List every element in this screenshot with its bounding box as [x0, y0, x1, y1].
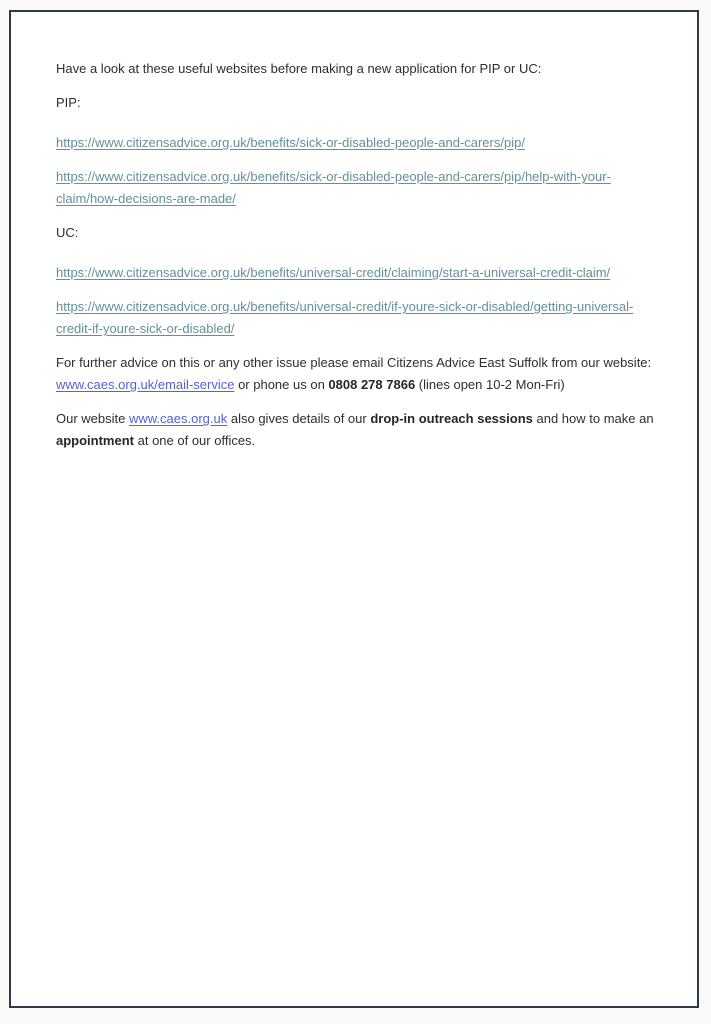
- uc-start-claim-link[interactable]: https://www.citizensadvice.org.uk/benefits/universal-credit/claiming/start-a-universal-credit-claim/: [56, 265, 611, 280]
- uc-heading: UC:: [56, 225, 79, 240]
- website-text-before: Our website: [56, 411, 129, 426]
- uc-sick-disabled-link[interactable]: https://www.citizensadvice.org.uk/benefits/universal-credit/if-youre-sick-or-disabled/getting-universal-credit-if-youre-sick-or-disabled/: [56, 299, 634, 336]
- dropin-sessions-bold: drop-in outreach sessions: [370, 411, 533, 426]
- advice-text-between: or phone us on: [234, 377, 329, 392]
- phone-number: 0808 278 7866: [328, 377, 416, 392]
- intro-paragraph: Have a look at these useful websites before making a new application for PIP or UC:: [56, 61, 542, 76]
- uc-link-paragraph-2: [56, 296, 654, 340]
- advice-paragraph: [56, 352, 654, 396]
- email-service-link[interactable]: www.caes.org.uk/email-service: [56, 377, 235, 392]
- appointment-bold: appointment: [56, 433, 134, 448]
- caes-website-link[interactable]: www.caes.org.uk: [128, 411, 228, 426]
- advice-text-before: For further advice on this or any other issue please email Citizens Advice East Suffolk from our website:: [56, 355, 652, 370]
- pip-decisions-link[interactable]: https://www.citizensadvice.org.uk/benefits/sick-or-disabled-people-and-carers/pip/help-with-your-claim/how-decisions-are-made/: [56, 169, 611, 206]
- document-content: [11, 12, 697, 452]
- website-text-mid1: also gives details of our: [227, 411, 371, 426]
- advice-text-after: (lines open 10-2 Mon-Fri): [415, 377, 565, 392]
- page-border-frame: [9, 10, 699, 1008]
- pip-link-paragraph-2: [56, 166, 654, 210]
- website-paragraph: [56, 408, 654, 452]
- pip-link-paragraph-1: [56, 132, 654, 154]
- website-text-mid2: and how to make an: [532, 411, 654, 426]
- pip-main-link[interactable]: https://www.citizensadvice.org.uk/benefits/sick-or-disabled-people-and-carers/pip/: [56, 135, 525, 150]
- website-text-after: at one of our offices.: [134, 433, 256, 448]
- uc-link-paragraph-1: [56, 262, 654, 284]
- pip-heading: PIP:: [56, 95, 81, 110]
